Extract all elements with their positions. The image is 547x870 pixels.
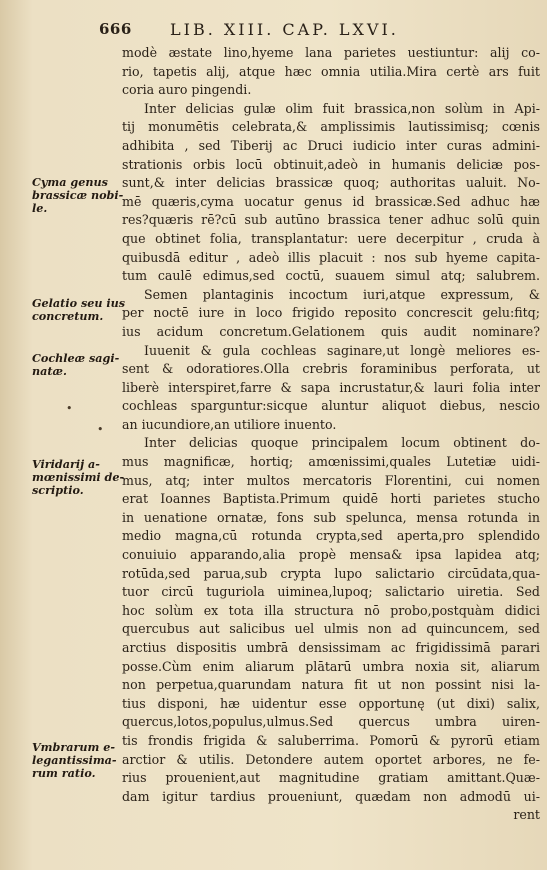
margin-note-line: scriptio. — [32, 483, 84, 497]
margin-note-cyma — [32, 176, 124, 215]
text-line: arctior & utilis. Detondere autem oportet arbores, ne fe- — [122, 751, 540, 767]
margin-note-line: natæ. — [32, 364, 67, 378]
margin-note-line: concretum. — [32, 309, 104, 323]
margin-note-line: brassicæ nobi- — [32, 188, 124, 202]
catchword: rent — [513, 807, 540, 823]
text-line: cochleas sparguntur:sicque aluntur aliquot diebus, nescio — [122, 398, 540, 414]
text-line: adhibita , sed Tiberij ac Druci iudicio inter curas admini- — [122, 137, 540, 153]
margin-note-line: le. — [32, 201, 48, 215]
margin-note-umbrarum — [32, 741, 124, 780]
text-line: erat Ioannes Baptista.Primum quidē horti parietes stucho — [122, 491, 540, 507]
text-line: rio, tapetis alij, atque hæc omnia utilia.Mira certè ars fuit — [122, 63, 540, 79]
text-line: tis frondis frigida & saluberrima. Pomorū & pyrorū etiam — [122, 732, 540, 748]
margin-note-line: Viridarij a- — [32, 457, 100, 471]
page-number: 666 — [99, 20, 132, 38]
margin-note-line: mœnissimi de- — [32, 470, 125, 484]
text-line: non perpetua,quarundam natura fit ut non possint nisi la- — [122, 677, 540, 693]
text-line: mus magnificæ, hortiq; amœnissimi,quales Lutetiæ uidi- — [122, 454, 540, 470]
text-line: dam igitur tardius proueniunt, quædam non admodū ui- — [122, 788, 540, 804]
text-line: mus, atq; inter multos mercatoris Florentini, cui nomen — [122, 472, 540, 488]
text-line: medio magna,cū rotunda crypta,sed aperta,pro splendido — [122, 528, 540, 544]
text-line: hoc solùm ex tota illa structura nō probo,postquàm didici — [122, 602, 540, 618]
margin-note-line: Cochleæ sagi- — [32, 351, 120, 365]
running-head: LIB. XIII. CAP. LXVI. — [170, 20, 399, 39]
text-line: in uenatione ornatæ, fons sub spelunca, mensa rotunda in — [122, 509, 540, 525]
text-line: quibusdā editur , adeò illis placuit : nos sub hyeme capita- — [122, 249, 540, 265]
text-line: Semen plantaginis incoctum iuri,atque expressum, & — [144, 286, 540, 302]
text-line: sent & odoratiores.Olla crebris foraminibus perforata, ut — [122, 361, 540, 377]
text-line: conuiuio apparando,alia propè mensa& ipsa lapidea atq; — [122, 547, 540, 563]
text-line: Iuuenit & gula cochleas saginare,ut longè meliores es- — [144, 342, 540, 358]
text-line: tij monumētis celebrata,& amplissimis lautissimisq; cœnis — [122, 119, 540, 135]
text-line: an iucundiore,an utiliore inuento. — [122, 416, 337, 432]
text-line: ius acidum concretum.Gelationem quis audit nominare? — [122, 323, 540, 339]
text-line: modè æstate lino,hyeme lana parietes uestiuntur: alij co- — [122, 45, 540, 60]
margin-note-viridarii — [32, 458, 124, 497]
margin-note-line: Gelatio seu ius — [32, 296, 126, 310]
text-line: posse.Cùm enim aliarum plātarū umbra noxia sit, aliarum — [122, 658, 540, 674]
text-line: quercus,lotos,populus,ulmus.Sed quercus umbra uiren- — [122, 714, 540, 730]
text-line: que obtinet folia, transplantatur: uere decerpitur , cruda à — [122, 230, 540, 246]
margin-note-cochleae — [32, 352, 124, 378]
margin-note-line: rum ratio. — [32, 766, 96, 780]
printer-mark-dot: • — [97, 423, 104, 436]
text-line: tuor circū tuguriola uiminea,lupoq; salictario uiretia. Sed — [122, 584, 540, 600]
text-line: strationis orbis locū obtinuit,adeò in humanis deliciæ pos- — [122, 156, 540, 172]
margin-note-gelatio — [32, 297, 124, 323]
margin-note-line: Vmbrarum e- — [32, 740, 116, 754]
text-line: sunt,& inter delicias brassicæ quoq; authoritas ualuit. No- — [122, 175, 540, 191]
text-line: rius prouenient,aut magnitudine gratiam amittant.Quæ- — [122, 770, 540, 786]
printer-mark-bullet: • — [66, 402, 73, 415]
text-line: quercubus aut salicibus uel ulmis non ad quincuncem, sed — [122, 621, 540, 637]
text-line: mē quæris,cyma uocatur genus id brassicæ.Sed adhuc hæ — [122, 193, 540, 209]
text-line: Inter delicias gulæ olim fuit brassica,non solùm in Api- — [144, 100, 540, 116]
text-line: tum caulē edimus,sed coctū, suauem simul atq; salubrem. — [122, 268, 540, 284]
margin-note-line: legantissima- — [32, 753, 117, 767]
text-line: per noctē iure in loco frigido reposito concrescit gelu:fitq; — [122, 305, 540, 321]
body-text — [122, 44, 540, 825]
text-line: tius disponi, hæ uidentur esse opportunę (ut dixi) salix, — [122, 695, 540, 711]
text-line: rotūda,sed parua,sub crypta lupo salictario circūdata,qua- — [122, 565, 540, 581]
text-line: coria auro pingendi. — [122, 82, 252, 98]
text-line: res?quæris rē?cū sub autūno brassica tener adhuc solū quin — [122, 212, 540, 228]
text-line: arctius dispositis umbrā densissimam ac frigidissimā parari — [122, 640, 540, 655]
margin-note-line: Cyma genus — [32, 175, 108, 189]
page-header — [0, 20, 547, 40]
text-line: liberè interspiret,farre & sapa incrustatur,& lauri folia inter — [122, 379, 540, 395]
text-line: Inter delicias quoque principalem locum obtinent do- — [144, 435, 540, 451]
